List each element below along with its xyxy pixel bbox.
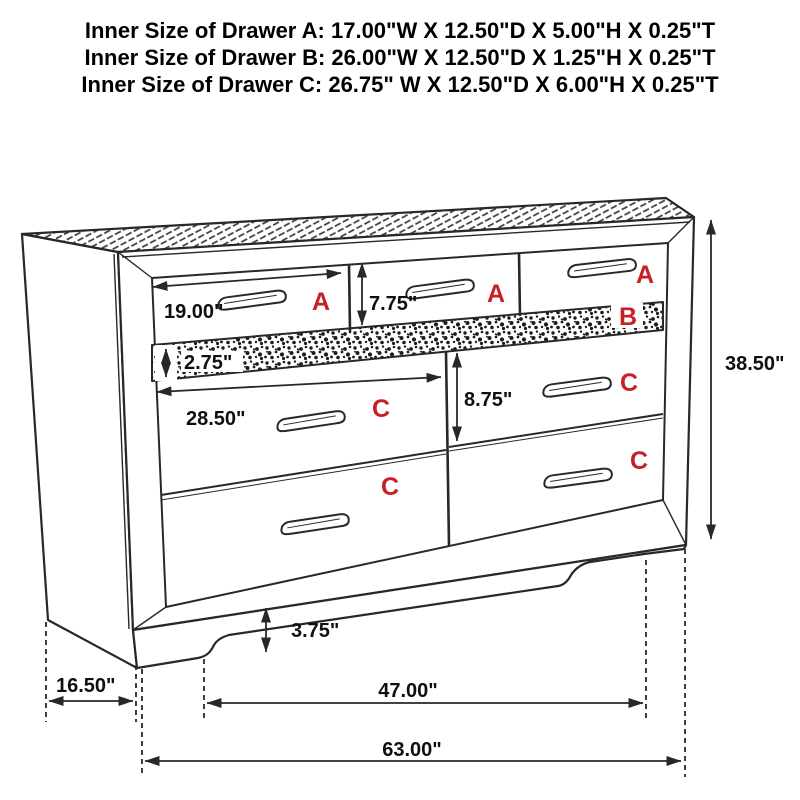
label-drawer-c-right-top: C	[619, 369, 639, 397]
dim-label-band-height: 2.75"	[184, 352, 233, 374]
dim-label-drawer-c-height: 8.75"	[464, 389, 513, 411]
label-drawer-a1: A	[311, 288, 331, 316]
label-drawer-a3: A	[635, 261, 655, 289]
dim-label-leg-height: 3.75"	[291, 620, 340, 642]
dim-label-overall-width: 63.00"	[382, 739, 442, 761]
spec-line-drawer-a: Inner Size of Drawer A: 17.00"W X 12.50"D X 5.00"H X 0.25"T	[84, 18, 716, 43]
dim-label-depth: 16.50"	[56, 675, 116, 697]
divider-a1-a2	[349, 264, 350, 331]
label-drawer-a2: A	[486, 280, 506, 308]
spec-line-drawer-c: Inner Size of Drawer C: 26.75" W X 12.50"D X 6.00"H X 0.25"T	[81, 72, 719, 97]
dim-label-overall-height: 38.50"	[725, 353, 785, 375]
label-drawer-c-left-bottom: C	[380, 473, 400, 501]
spec-line-drawer-b: Inner Size of Drawer B: 26.00"W X 12.50"D X 1.25"H X 0.25"T	[84, 45, 716, 70]
dim-label-drawer-a-width: 19.00"	[164, 301, 224, 323]
dim-label-drawer-a-height: 7.75"	[369, 293, 418, 315]
divider-a2-a3	[519, 253, 520, 316]
label-drawer-c-right-bottom: C	[629, 447, 649, 475]
label-drawer-b: B	[618, 303, 638, 331]
dim-label-inner-width: 47.00"	[378, 680, 438, 702]
dim-label-drawer-c-width: 28.50"	[186, 408, 246, 430]
label-drawer-c-left-top: C	[371, 395, 391, 423]
